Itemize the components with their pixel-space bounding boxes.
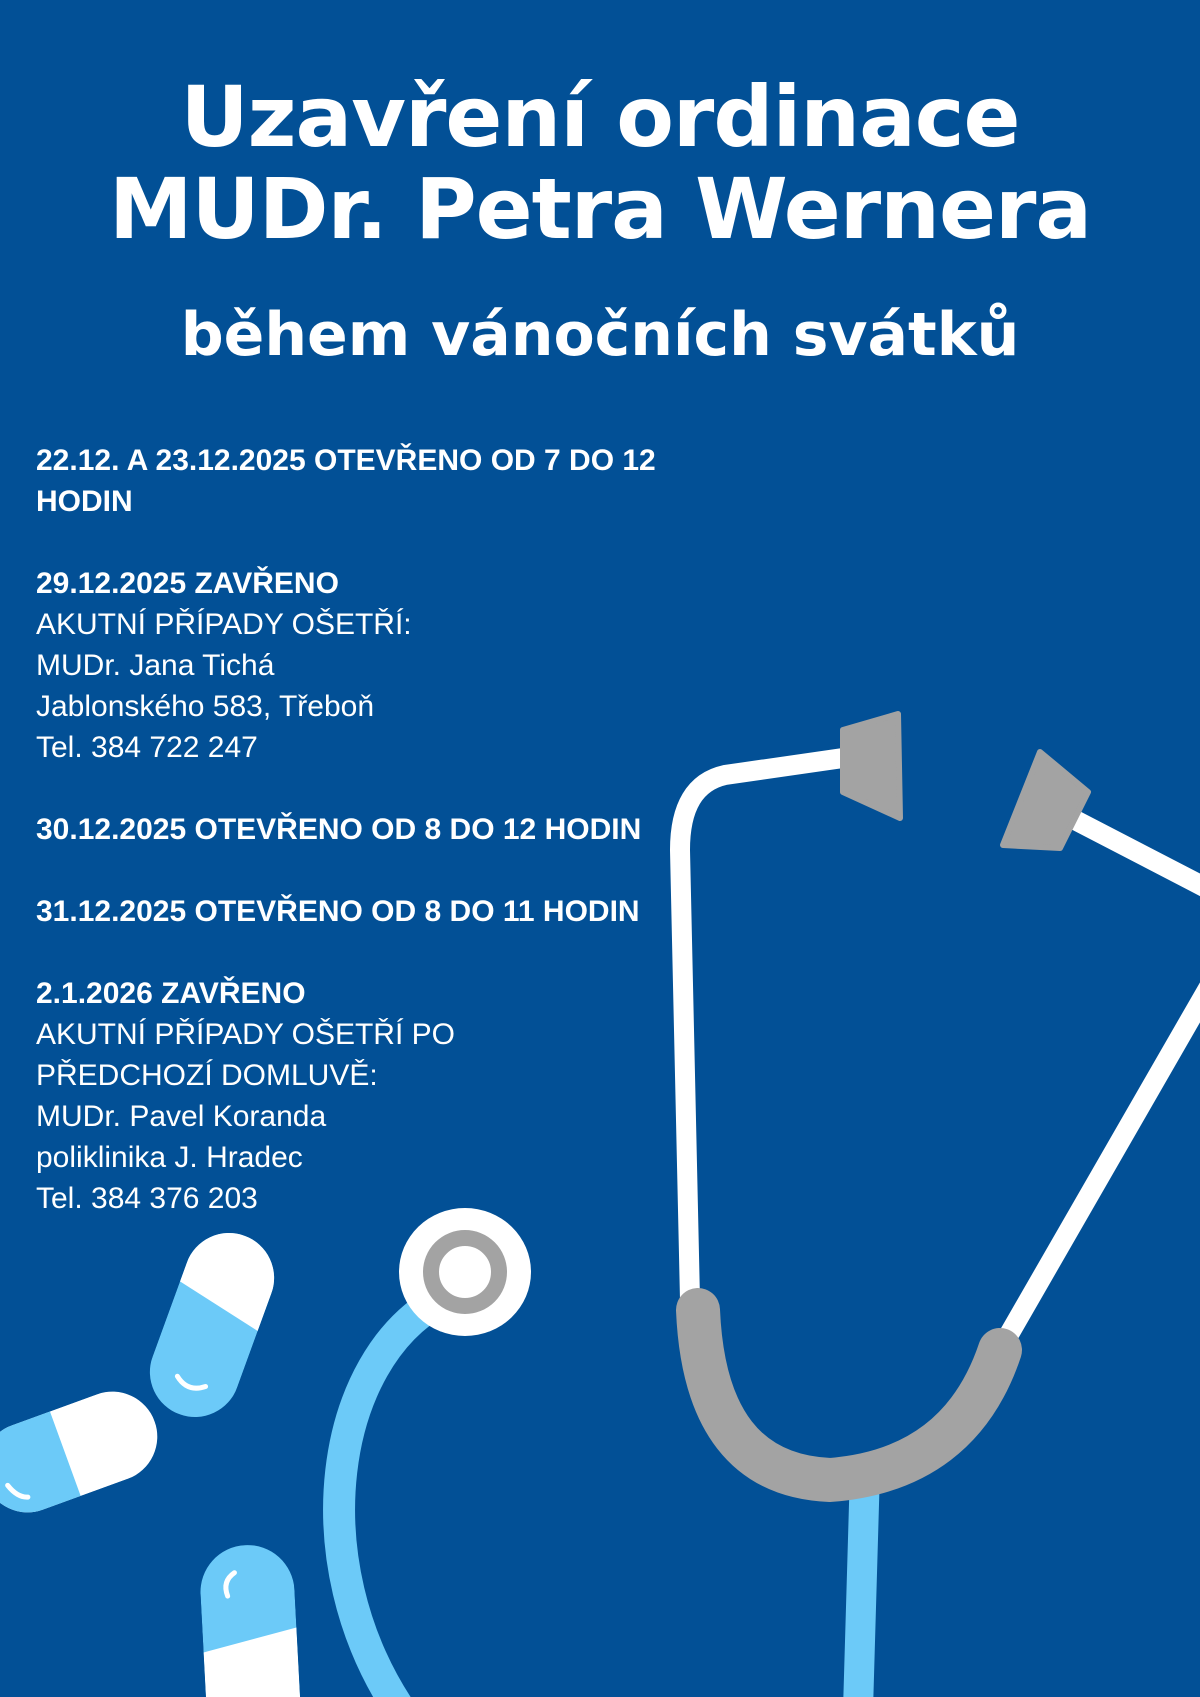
doctor-name: MUDr. Pavel Koranda — [36, 1100, 327, 1133]
phone: Tel. 384 376 203 — [36, 1182, 258, 1215]
schedule-item — [36, 973, 716, 1219]
phone: Tel. 384 722 247 — [36, 731, 258, 764]
schedule-item — [36, 440, 716, 522]
schedule-heading: 2.1.2026 ZAVŘENO — [36, 977, 306, 1010]
title-line-1: Uzavření ordinace — [180, 68, 1020, 166]
left-earpiece-icon — [843, 714, 900, 818]
schedule-item — [36, 563, 716, 768]
schedule-note: AKUTNÍ PŘÍPADY OŠETŘÍ PO PŘEDCHOZÍ DOMLUVĚ: — [36, 1018, 455, 1092]
schedule-heading: 22.12. A 23.12.2025 OTEVŘENO OD 7 DO 12 HODIN — [36, 444, 656, 518]
pill-icon — [198, 1543, 302, 1697]
subtitle: během vánočních svátků — [180, 300, 1020, 370]
right-earpiece-icon — [1003, 752, 1088, 848]
schedule — [36, 440, 716, 1260]
address: poliklinika J. Hradec — [36, 1141, 303, 1174]
schedule-heading: 31.12.2025 OTEVŘENO OD 8 DO 11 HODIN — [36, 895, 640, 928]
doctor-name: MUDr. Jana Tichá — [36, 649, 275, 682]
schedule-item — [36, 809, 716, 850]
schedule-heading: 29.12.2025 ZAVŘENO — [36, 567, 339, 600]
title-line-2: MUDr. Petra Wernera — [108, 160, 1092, 258]
schedule-note: AKUTNÍ PŘÍPADY OŠETŘÍ: — [36, 608, 412, 641]
address: Jablonského 583, Třeboň — [36, 690, 375, 723]
schedule-heading: 30.12.2025 OTEVŘENO OD 8 DO 12 HODIN — [36, 813, 642, 846]
pill-icon — [0, 1379, 170, 1525]
schedule-item — [36, 891, 716, 932]
